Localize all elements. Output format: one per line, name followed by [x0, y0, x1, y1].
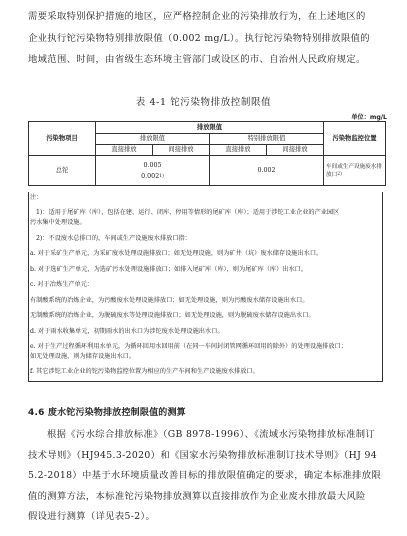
- section-line: 假设进行测算（详见表5-2）。: [28, 511, 156, 522]
- note-e-cont: 如无处理设施，则为储存设施出水口。: [30, 353, 136, 360]
- section-line: 5.2-2018）中基于水环境质量改善目标的排放限值确定的要求，确定本标准排放限: [28, 470, 382, 481]
- header-direct: 直接排放: [96, 145, 153, 156]
- intro-line: 企业执行铊污染物特别排放限值（0.002 mg/L）。执行铊污染物特别排放限值的: [28, 32, 370, 44]
- note-c: c. 对于冶炼生产单元：: [30, 281, 94, 288]
- note-d: d. 对于雨水收集单元，初期雨水的出水口为涉铊废水处理设施出水口。: [30, 328, 224, 335]
- note-1: 1)：适用于尾矿库（库）、包括在建、运行、闭库、停用等情形的尾矿库（库）；适用于涉铊工业企业的产业园区: [36, 209, 340, 216]
- note-c1: 有制酸系统的冶炼企业，为污酸废水处理设施排放口；如无处理设施，则为污酸废水储存设施出水口。: [30, 297, 309, 304]
- header-standard-limit: 排放限值: [96, 134, 210, 145]
- note-f: f. 其它涉铊工业企业的铊污染物监控位置为相应的生产车间和生产设施废水排放口。: [30, 368, 259, 375]
- header-location: 污染物监控位置: [324, 122, 386, 156]
- header-indirect: 间接排放: [153, 145, 210, 156]
- header-indirect: 间接排放: [267, 145, 324, 156]
- intro-paragraph: [28, 6, 382, 71]
- section-line: 根据《污水综合排放标准》（GB 8978-1996）、《流域水污染物排放标准制订: [47, 429, 376, 440]
- header-special-limit: 特别排放限值: [210, 134, 324, 145]
- intro-line: 需要采取特别保护措施的地区，应严格控制企业的污染排放行为，在上述地区的: [28, 11, 366, 22]
- table-caption: 表 4-1 铊污染物排放控制限值: [135, 97, 272, 108]
- header-limit: 排放限值: [96, 122, 324, 134]
- section-line: 技术导则》（HJ945.3-2020）和《国家水污染物排放标准制订技术导则》（HJ 94: [28, 449, 377, 461]
- section-title: 4.6 废水铊污染物排放控制限值的测算: [28, 408, 186, 418]
- note-a: a. 对于采矿生产单元，为采矿废水处理设施排放口；如无处理设施，则为矿井（坑）废水储存设施出水口。: [30, 250, 323, 257]
- note-e: e. 对于生产过程循环利用水单元，为循环回用水回用前（在同一车间封闭管网循环回用的除外）的处理设施排放口；: [30, 343, 347, 350]
- section-line: 值的测算方法，本标准铊污染物排放测算以直接排放作为企业废水排放最大风险: [28, 490, 366, 502]
- note-label: 注：: [30, 194, 43, 201]
- note-2: 2)：不设废水总排口的，车间或生产设施废水排放口指：: [36, 235, 191, 242]
- table-unit: 单位：mg/L: [351, 114, 387, 121]
- standard-limit-value: [96, 156, 210, 186]
- section-paragraph: [28, 425, 382, 528]
- header-pollutant: 污染物项目: [29, 122, 96, 156]
- standard-limit-alt: 0.002$^{1)}$: [141, 172, 164, 180]
- special-limit-value: 0.002: [210, 156, 324, 186]
- note-b: b. 对于选矿生产单元，为选矿污水处理设施排放口；如排入尾矿库（库），则为尾矿库（库）出水口。: [30, 266, 308, 273]
- row-total-thallium: 总铊: [29, 156, 96, 186]
- intro-line: 地域范围、时间，由省级生态环境主管部门或设区的市、自治州人民政府规定。: [28, 54, 366, 65]
- standard-limit-main: 0.005: [143, 161, 162, 169]
- header-direct: 直接排放: [210, 145, 267, 156]
- monitor-location: 车间或生产设施废水排放口$^{2)}$: [324, 156, 386, 186]
- note-c2: 无制酸系统的冶炼企业，为脱硫废水等处理设施排放口；如无处理设施，则为脱硫废水储存设施出水口。: [30, 312, 315, 319]
- thallium-limit-table: [28, 121, 386, 186]
- note-1-cont: 污水集中处理设施。: [30, 219, 86, 226]
